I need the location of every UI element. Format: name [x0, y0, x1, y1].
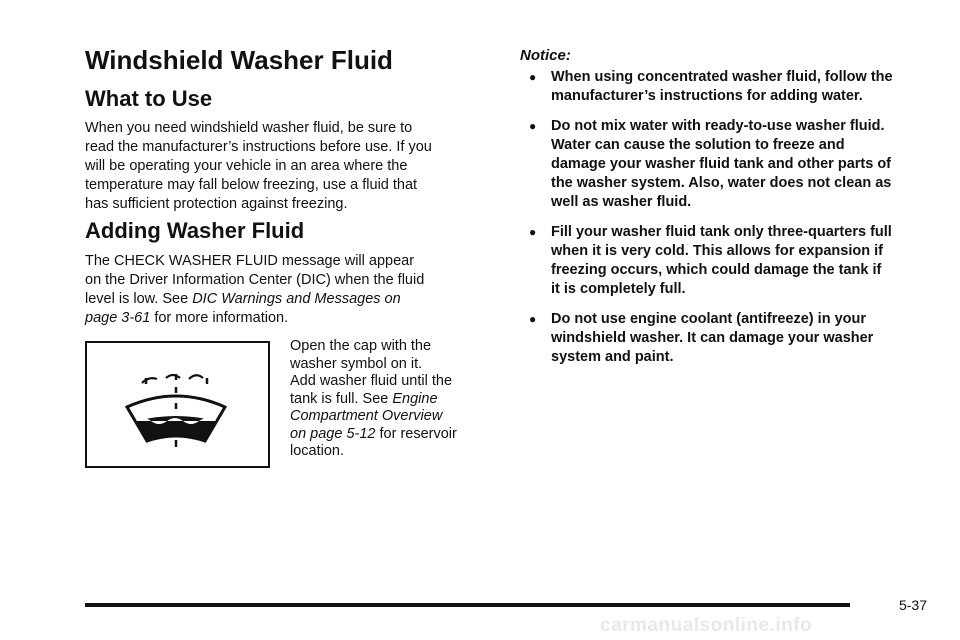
instruction-line: washer symbol on it.: [290, 355, 423, 372]
spray-arc: [189, 375, 203, 379]
what-to-use-paragraph: [85, 119, 495, 214]
notice-line: Fill your washer fluid tank only three-quarters full: [551, 224, 892, 240]
paragraph-line: The CHECK WASHER FLUID message will appear: [85, 253, 415, 269]
windshield-washer-symbol-icon: [87, 343, 268, 466]
notice-line: well as washer fluid.: [551, 194, 692, 210]
notice-line: it is completely full.: [551, 281, 686, 297]
instruction-line: Open the cap with the: [290, 338, 432, 354]
spray-arc: [166, 375, 180, 378]
bullet-icon: ●: [529, 70, 537, 84]
notice-line: Do not mix water with ready-to-use washer fluid.: [551, 118, 885, 134]
bullet-icon: ●: [529, 119, 537, 133]
cross-reference-link[interactable]: page 3-61: [85, 310, 151, 326]
instruction-text: for reservoir: [375, 425, 457, 442]
section-heading-adding-washer-fluid: Adding Washer Fluid: [85, 218, 305, 243]
paragraph-line: will be operating your vehicle in an area where the: [85, 158, 408, 174]
paragraph-line: temperature may fall below freezing, use a fluid that: [85, 177, 418, 193]
notice-line: when it is very cold. This allows for expansion if: [551, 243, 883, 259]
instruction-line: location.: [290, 443, 345, 459]
notice-line: When using concentrated washer fluid, follow the: [551, 69, 893, 85]
paragraph-line: on the Driver Information Center (DIC) when the fluid: [85, 272, 425, 288]
page-number: 5-37: [898, 597, 927, 613]
adding-fluid-paragraph: [85, 252, 495, 328]
instruction-text: tank is full. See: [290, 390, 393, 407]
add-fluid-instructions: [290, 338, 490, 461]
paragraph-line: has sufficient protection against freezing.: [85, 196, 348, 212]
notice-line: system and paint.: [551, 349, 674, 365]
paragraph-line: [85, 309, 495, 328]
notice-list: [520, 68, 940, 378]
notice-item: [520, 117, 940, 212]
notice-line: manufacturer’s instructions for adding water.: [551, 88, 863, 104]
paragraph-text: for more information.: [150, 310, 289, 326]
notice-line: damage your washer fluid tank and other parts of: [551, 156, 892, 172]
spray-arc: [142, 378, 157, 383]
bullet-icon: ●: [529, 225, 537, 239]
cross-reference-link[interactable]: on page 5-12: [290, 425, 376, 442]
instruction-line: [290, 391, 490, 409]
notice-line: Water can cause the solution to freeze and: [551, 137, 845, 153]
instruction-line: Add washer fluid until the: [290, 373, 453, 389]
paragraph-text: level is low. See: [85, 291, 193, 307]
paragraph-line: read the manufacturer’s instructions before use. If you: [85, 139, 432, 155]
section-heading-what-to-use: What to Use: [85, 86, 213, 111]
cross-reference-link[interactable]: Engine: [392, 390, 438, 407]
paragraph-line: [85, 290, 495, 309]
notice-item: [520, 310, 940, 367]
bullet-icon: ●: [529, 312, 537, 326]
notice-item: [520, 223, 940, 299]
washer-symbol-figure: [85, 341, 270, 468]
notice-item: [520, 68, 940, 106]
footer-rule: [85, 603, 850, 607]
watermark: carmanualsonline.info: [600, 615, 813, 636]
paragraph-line: When you need windshield washer fluid, be sure to: [85, 120, 413, 136]
page-title: Windshield Washer Fluid: [85, 45, 393, 75]
notice-title: Notice:: [520, 47, 571, 64]
instruction-line: [290, 426, 490, 444]
cross-reference-link[interactable]: DIC Warnings and Messages on: [192, 291, 401, 307]
cross-reference-link[interactable]: Compartment Overview: [290, 408, 443, 424]
notice-line: freezing occurs, which could damage the tank if: [551, 262, 882, 278]
notice-line: the washer system. Also, water does not clean as: [551, 175, 892, 191]
notice-line: windshield washer. It can damage your washer: [551, 330, 874, 346]
notice-line: Do not use engine coolant (antifreeze) in your: [551, 311, 866, 327]
